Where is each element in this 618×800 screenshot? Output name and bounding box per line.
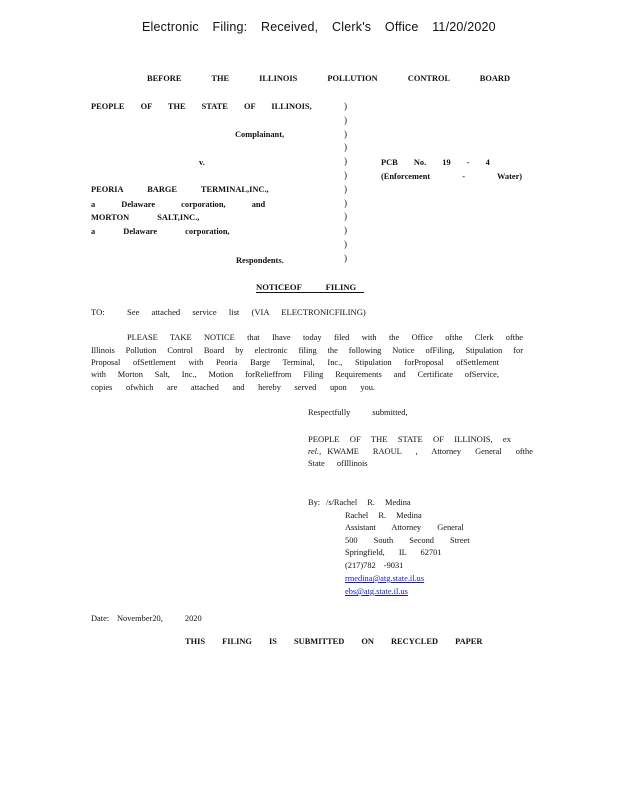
street-address: 500 South Second Street [345,536,470,545]
city-address: Springfield, IL 62701 [345,548,442,557]
to-text: See attached service list (VIA ELECTRONICFILING) [127,307,366,317]
notice-body-line: Proposal ofSettlement with Peoria Barge Terminal, Inc., Stipulation forProposal ofSettlement [91,358,499,367]
caption-paren: ) [344,114,347,125]
case-type: (Enforcement - Water) [381,172,523,181]
closing: Respectfully submitted, [308,408,408,417]
date-value: November20, 2020 [117,614,202,623]
attorney-name: Rachel R. Medina [345,511,422,520]
notice-body-line: copies ofwhich are attached and hereby served upon you. [91,383,375,392]
versus-label: v. [199,158,205,167]
respondent-2-name: MORTON SALT,INC., [91,213,200,222]
respondent-2-desc: a Delaware corporation, [91,227,230,236]
case-number: PCB No. 19 - 4 [381,158,490,167]
email-link-secondary[interactable]: ebs@atg.state.il.us [345,587,408,596]
phone-number: (217)782 -9031 [345,561,404,570]
date-label: Date: [91,614,110,623]
notice-title: NOTICEOF FILING [256,282,364,293]
filing-stamp: Electronic Filing: Received, Clerk's Office 11/20/2020 [142,20,496,34]
party-line-1: PEOPLE OF THE STATE OF ILLINOIS, ex [308,434,511,444]
caption-paren: ) [344,225,347,236]
complainant-label: Complainant, [235,130,285,139]
e-signature: /s/Rachel R. Medina [326,498,411,507]
attorney-title: Assistant Attorney General [345,523,464,532]
caption-paren: ) [344,211,347,222]
caption-paren: ) [344,252,347,263]
caption-paren: ) [344,238,347,249]
party-line-2 [308,447,533,456]
to-label: TO: [91,307,105,317]
caption-paren: ) [344,197,347,208]
board-title: BEFORE THE ILLINOIS POLLUTION CONTROL BOARD [147,74,510,83]
plaintiff-name: PEOPLE OF THE STATE OF ILLINOIS, [91,102,312,111]
respondent-1-name: PEORIA BARGE TERMINAL,INC., [91,185,269,194]
notice-body-line: with Morton Salt, Inc., Motion forRelieffrom Filing Requirements and Certificate ofService, [91,370,499,379]
notice-body-line: Illinois Pollution Control Board by electronic filing the following Notice ofFiling, Stipulation for [91,346,523,355]
respondents-label: Respondents. [236,256,284,265]
respondent-1-desc: a Delaware corporation, and [91,200,266,209]
caption-paren: ) [344,169,347,180]
caption-paren: ) [344,156,347,167]
by-label: By: [308,498,321,507]
caption-paren: ) [344,183,347,194]
ex-rel-italic: rel., [308,447,322,456]
caption-paren: ) [344,142,347,153]
party-line-2-rest: KWAME RAOUL , Attorney General ofthe [327,447,533,456]
caption-paren-column [344,100,347,266]
party-line-3: State ofIllinois [308,459,368,468]
email-link-primary[interactable]: rmedina@atg.state.il.us [345,574,425,583]
caption-paren: ) [344,128,347,139]
notice-body-line: PLEASE TAKE NOTICE that Ihave today filed with the Office ofthe Clerk ofthe [127,333,523,342]
caption-paren: ) [344,101,347,111]
recycled-paper-notice: THIS FILING IS SUBMITTED ON RECYCLED PAPER [185,637,483,646]
